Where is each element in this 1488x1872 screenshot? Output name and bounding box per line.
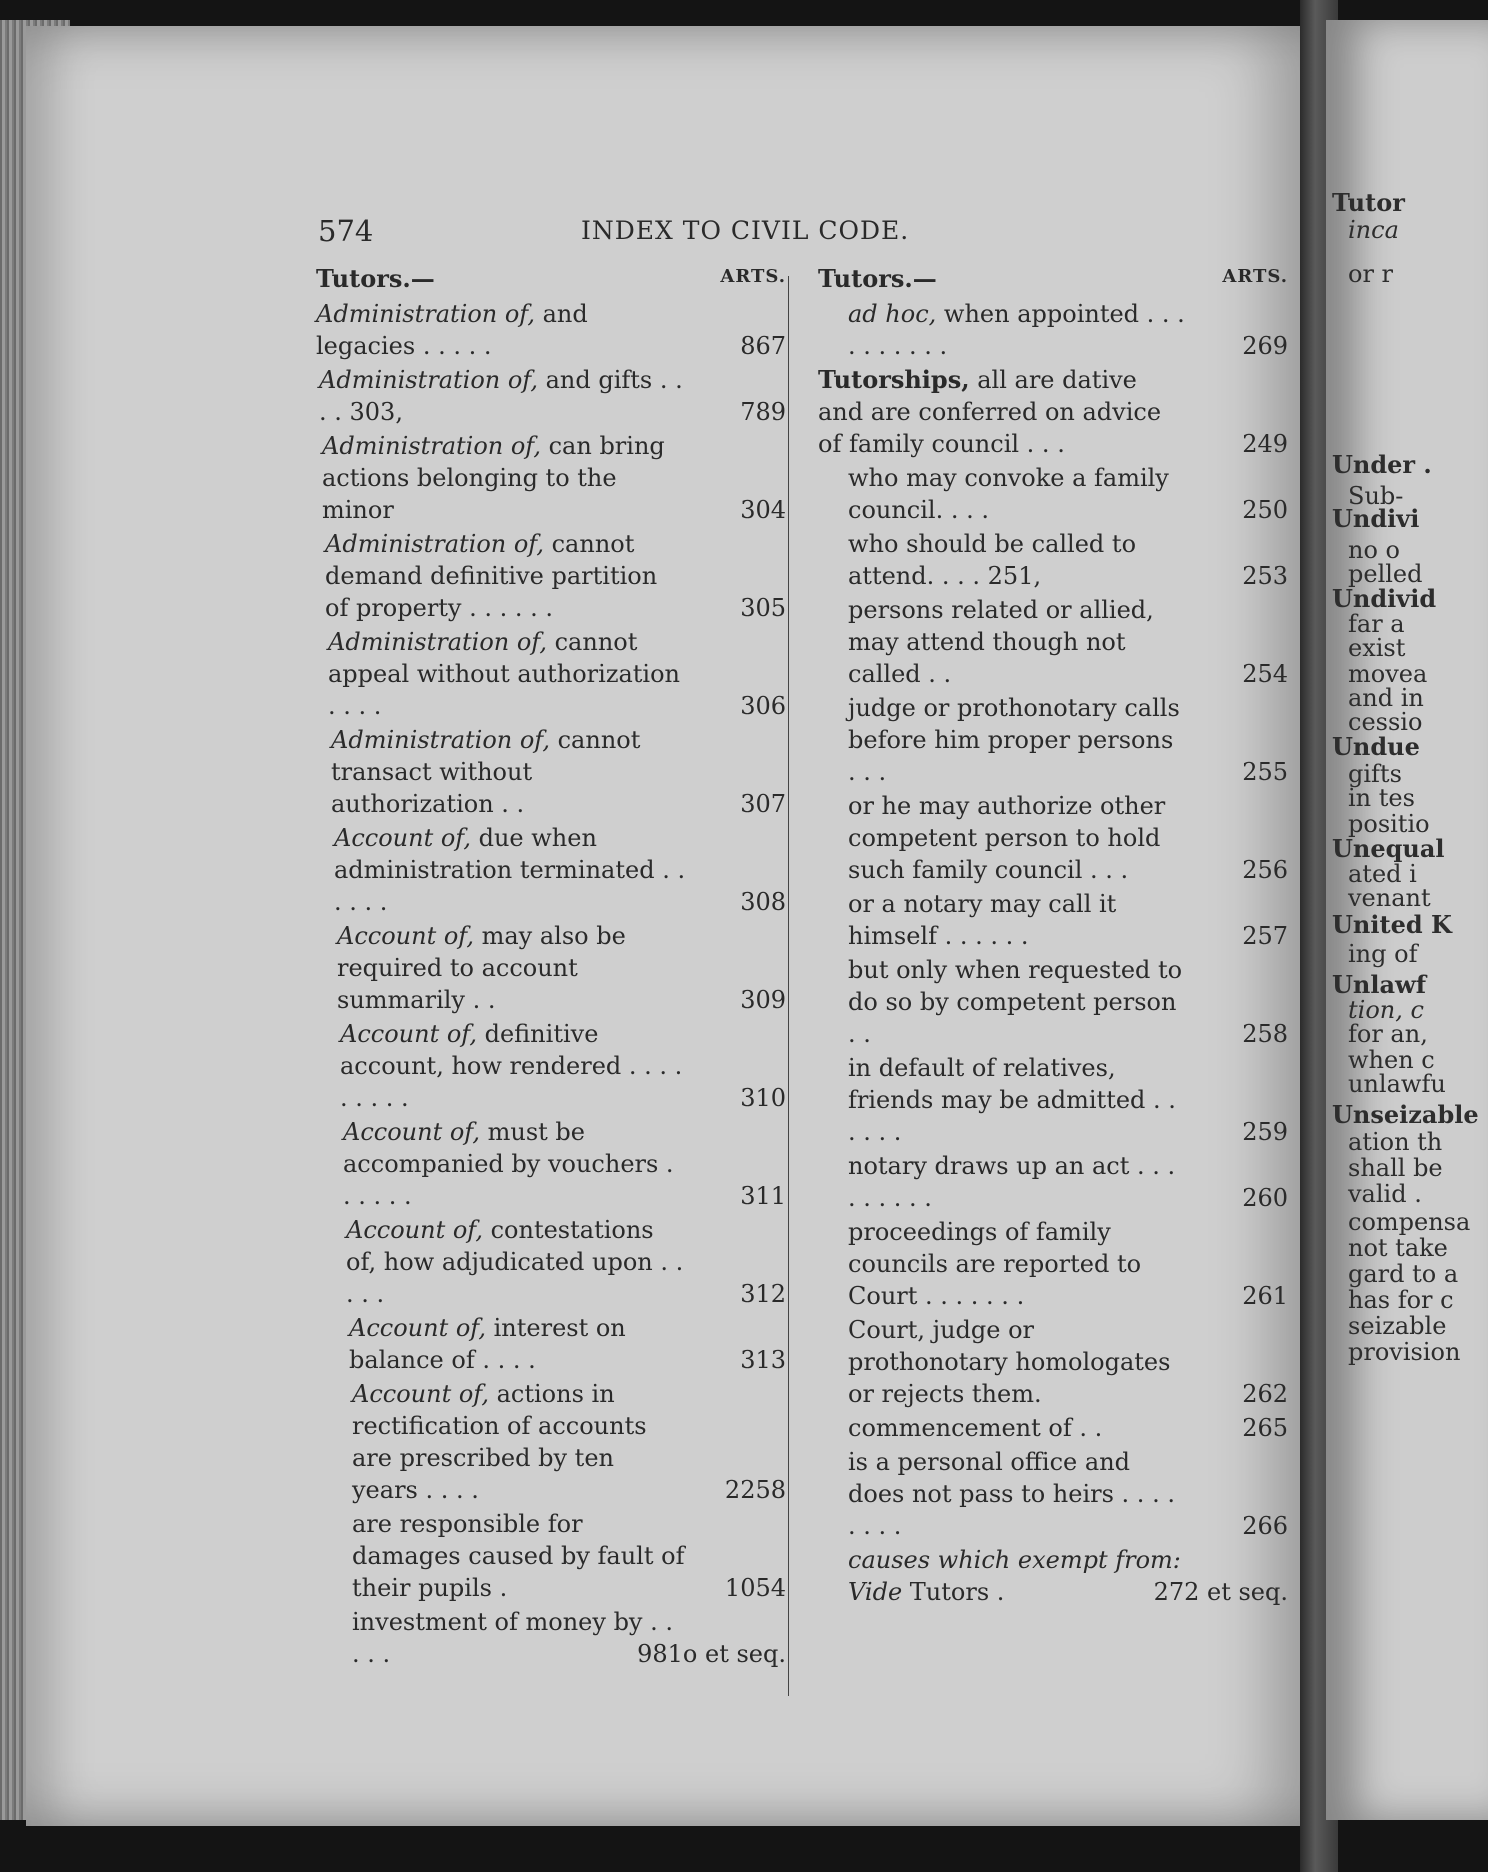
entry-body: may also be required to account summarily . . xyxy=(337,922,626,1014)
facing-page-line: Sub- xyxy=(1348,482,1404,510)
index-entry xyxy=(340,1018,786,1114)
entry-text xyxy=(818,790,1288,886)
article-ref: 304 xyxy=(740,496,786,524)
facing-page-line: venant xyxy=(1348,884,1431,912)
article-ref: 256 xyxy=(1242,856,1288,884)
entry-body: Tutors . xyxy=(909,1578,1005,1606)
facing-page-line: in tes xyxy=(1348,784,1415,812)
facing-page-line: exist xyxy=(1348,634,1406,662)
article-ref: 269 xyxy=(1242,332,1288,360)
article-ref: 1054 xyxy=(724,1574,786,1602)
article-ref: 308 xyxy=(740,888,786,916)
index-entry xyxy=(818,1216,1288,1312)
entry-body: who may convoke a family council. . . . xyxy=(848,464,1169,524)
facing-page-line: pelled xyxy=(1348,560,1423,588)
entry-body: investment of money by . . . . . xyxy=(352,1608,673,1668)
article-ref: 789 xyxy=(740,398,786,426)
facing-page-line: cessio xyxy=(1348,708,1423,736)
heading-term: Tutors.— xyxy=(818,264,937,293)
entry-text xyxy=(818,1314,1288,1410)
index-entry xyxy=(818,954,1288,1050)
entry-subheading: Administration of, xyxy=(316,300,535,328)
index-entry xyxy=(319,364,786,428)
entry-body: cannot transact without authorization . . xyxy=(331,726,641,818)
facing-page-line: ation th xyxy=(1348,1128,1443,1156)
entry-text xyxy=(818,1150,1288,1214)
entry-body: who should be called to attend. . . . 251, xyxy=(848,530,1137,590)
facing-page-line: or r xyxy=(1348,260,1394,288)
entry-subheading: Account of, xyxy=(334,824,471,852)
facing-page-line: shall be xyxy=(1348,1154,1443,1182)
facing-page-line: unlawfu xyxy=(1348,1070,1446,1098)
entry-body: proceedings of family councils are reported to Court . . . . . . . xyxy=(848,1218,1142,1310)
entry-body: but only when requested to do so by competent person . . xyxy=(848,956,1183,1048)
entry-subheading: Administration of, xyxy=(322,432,541,460)
entry-body: are responsible for damages caused by fault of their pupils . xyxy=(352,1510,685,1602)
entry-text xyxy=(818,1446,1288,1542)
index-entry xyxy=(818,462,1288,526)
index-entry xyxy=(818,790,1288,886)
entry-subheading: Account of, xyxy=(349,1314,486,1342)
entry-body: is a personal office and does not pass to heirs . . . . . . . . xyxy=(848,1448,1175,1540)
article-ref: 259 xyxy=(1242,1118,1288,1146)
article-ref: 981o et seq. xyxy=(637,1640,786,1668)
entry-body: all are dative and are conferred on advice of family council . . . xyxy=(818,366,1162,458)
index-entry xyxy=(316,298,786,362)
facing-page-line: gifts xyxy=(1348,760,1402,788)
index-entry xyxy=(818,594,1288,690)
entry-subheading: Account of, xyxy=(340,1020,477,1048)
facing-page-line: ing of xyxy=(1348,940,1418,968)
index-entry xyxy=(346,1214,786,1310)
article-ref: 312 xyxy=(740,1280,786,1308)
index-entry xyxy=(818,298,1288,362)
entry-subheading: Administration of, xyxy=(331,726,550,754)
entry-text xyxy=(316,298,786,362)
index-entry xyxy=(349,1312,786,1376)
entry-text xyxy=(340,1018,786,1114)
article-ref: 265 xyxy=(1242,1414,1288,1442)
facing-page-line: movea xyxy=(1348,660,1428,688)
index-column-left xyxy=(316,264,786,1672)
entry-body: cannot demand definitive partition of property . . . . . . xyxy=(325,530,658,622)
entry-subheading: Administration of, xyxy=(325,530,544,558)
article-ref: 311 xyxy=(740,1182,786,1210)
facing-page-line: ated i xyxy=(1348,860,1417,888)
index-entry xyxy=(331,724,786,820)
entry-text xyxy=(328,626,786,722)
index-entry xyxy=(818,1446,1288,1542)
index-entry xyxy=(818,1544,1288,1608)
entry-body: Court, judge or prothonotary homologates or rejects them. xyxy=(848,1316,1171,1408)
entry-body: judge or prothonotary calls before him proper persons . . . xyxy=(848,694,1180,786)
entry-text xyxy=(343,1116,786,1212)
facing-page-line: Unseizable xyxy=(1332,1100,1479,1129)
article-ref: 249 xyxy=(1242,430,1288,458)
entry-text xyxy=(818,528,1288,592)
article-ref: 260 xyxy=(1242,1184,1288,1212)
entry-text xyxy=(818,594,1288,690)
facing-page-line: Undivi xyxy=(1332,504,1420,533)
facing-page-line: no o xyxy=(1348,536,1400,564)
facing-page-line: Unlawf xyxy=(1332,970,1427,999)
entry-body: must be accompanied by vouchers . . . . . . xyxy=(343,1118,674,1210)
facing-page-line: Unequal xyxy=(1332,834,1445,863)
index-column-right xyxy=(788,264,1288,1610)
entry-body: contestations of, how adjudicated upon . . . . . xyxy=(346,1216,684,1308)
entry-body: due when administration terminated . . . . . . xyxy=(334,824,686,916)
facing-page-line: far a xyxy=(1348,610,1405,638)
entry-text xyxy=(325,528,786,624)
entry-body: can bring actions belonging to the minor xyxy=(322,432,665,524)
index-entry xyxy=(325,528,786,624)
article-ref: 253 xyxy=(1242,562,1288,590)
facing-page xyxy=(1326,20,1488,1820)
index-entry xyxy=(818,1314,1288,1410)
entry-body: or he may authorize other competent person to hold such family council . . . xyxy=(848,792,1166,884)
entry-body: when appointed . . . . . . . . . . xyxy=(848,300,1185,360)
index-entry xyxy=(334,822,786,918)
entry-text xyxy=(818,298,1288,362)
entry-text xyxy=(334,822,786,918)
entry-subheading: causes which exempt from: Vide xyxy=(848,1546,1181,1606)
article-ref: 257 xyxy=(1242,922,1288,950)
entry-body: definitive account, how rendered . . . . . . . . . xyxy=(340,1020,683,1112)
facing-page-line: for an, xyxy=(1348,1020,1428,1048)
article-ref: 254 xyxy=(1242,660,1288,688)
index-entry xyxy=(322,430,786,526)
facing-page-line: gard to a xyxy=(1348,1260,1459,1288)
entry-text xyxy=(352,1378,786,1506)
facing-page-line: valid . xyxy=(1348,1180,1422,1208)
index-entry xyxy=(818,1150,1288,1214)
article-ref: 307 xyxy=(740,790,786,818)
facing-page-line: seizable xyxy=(1348,1312,1447,1340)
entry-text xyxy=(818,1216,1288,1312)
heading-term: Tutors.— xyxy=(316,264,435,293)
index-entry xyxy=(818,888,1288,952)
left-page xyxy=(26,26,1311,1826)
facing-page-line: not take xyxy=(1348,1234,1448,1262)
entry-text xyxy=(349,1312,786,1376)
facing-page-line: inca xyxy=(1348,216,1399,244)
entry-body: and gifts . . . . 303, xyxy=(319,366,683,426)
entry-heading: Tutorships, xyxy=(818,365,970,394)
article-ref: 262 xyxy=(1242,1380,1288,1408)
article-ref: 272 et seq. xyxy=(1153,1578,1288,1606)
column-heading xyxy=(316,264,786,298)
entry-text xyxy=(346,1214,786,1310)
entry-subheading: Administration of, xyxy=(319,366,538,394)
entry-subheading: Account of, xyxy=(352,1380,489,1408)
entry-subheading: Account of, xyxy=(337,922,474,950)
facing-page-line: has for c xyxy=(1348,1286,1454,1314)
index-entry xyxy=(328,626,786,722)
article-ref: 310 xyxy=(740,1084,786,1112)
facing-page-line: Tutor xyxy=(1332,188,1405,217)
facing-page-line: Under . xyxy=(1332,450,1432,479)
entry-subheading: Administration of, xyxy=(328,628,547,656)
entry-body: persons related or allied, may attend though not called . . xyxy=(848,596,1154,688)
entry-body: interest on balance of . . . . xyxy=(349,1314,626,1374)
facing-page-line: compensa xyxy=(1348,1208,1471,1236)
facing-page-line: provision xyxy=(1348,1338,1461,1366)
facing-page-line: and in xyxy=(1348,684,1424,712)
facing-page-line: Undue xyxy=(1332,732,1420,761)
article-ref: 258 xyxy=(1242,1020,1288,1048)
running-header xyxy=(26,206,1311,246)
entry-body: and legacies . . . . . xyxy=(316,300,588,360)
index-entry xyxy=(818,528,1288,592)
index-entry xyxy=(818,692,1288,788)
entry-text xyxy=(818,1412,1288,1444)
column-heading xyxy=(818,264,1288,298)
facing-page-line: tion, c xyxy=(1348,996,1424,1024)
index-entry xyxy=(352,1508,786,1604)
entry-text xyxy=(352,1508,786,1604)
page-number: 574 xyxy=(318,214,374,248)
arts-label: ARTS. xyxy=(1222,266,1288,287)
entry-text xyxy=(818,692,1288,788)
entry-text xyxy=(337,920,786,1016)
facing-page-line: Undivid xyxy=(1332,584,1437,613)
article-ref: 313 xyxy=(740,1346,786,1374)
entry-body: actions in rectification of accounts are prescribed by ten years . . . . xyxy=(352,1380,647,1504)
index-entry xyxy=(352,1378,786,1506)
index-entry xyxy=(343,1116,786,1212)
entry-body: notary draws up an act . . . . . . . . . xyxy=(848,1152,1176,1212)
facing-page-line: positio xyxy=(1348,810,1430,838)
index-entry xyxy=(818,1412,1288,1444)
entry-text xyxy=(818,888,1288,952)
article-ref: 250 xyxy=(1242,496,1288,524)
entry-body: or a notary may call it himself . . . . . . xyxy=(848,890,1117,950)
entry-body: commencement of . . xyxy=(848,1414,1103,1442)
entry-text xyxy=(322,430,786,526)
entry-text xyxy=(818,364,1288,460)
article-ref: 305 xyxy=(740,594,786,622)
article-ref: 2258 xyxy=(724,1476,786,1504)
index-entry xyxy=(337,920,786,1016)
entry-text xyxy=(818,462,1288,526)
facing-page-line: United K xyxy=(1332,910,1452,939)
article-ref: 255 xyxy=(1242,758,1288,786)
index-entry xyxy=(352,1606,786,1670)
entry-body: in default of relatives, friends may be admitted . . . . . . xyxy=(848,1054,1176,1146)
entry-subheading: ad hoc, xyxy=(848,300,937,328)
entry-text xyxy=(319,364,786,428)
index-entry xyxy=(818,364,1288,460)
entry-subheading: Account of, xyxy=(343,1118,480,1146)
entry-text xyxy=(818,954,1288,1050)
index-entry xyxy=(818,1052,1288,1148)
entry-subheading: Account of, xyxy=(346,1216,483,1244)
article-ref: 306 xyxy=(740,692,786,720)
article-ref: 261 xyxy=(1242,1282,1288,1310)
facing-page-line: when c xyxy=(1348,1046,1435,1074)
entry-text xyxy=(331,724,786,820)
entry-body: cannot appeal without authorization . . . . xyxy=(328,628,680,720)
entry-text xyxy=(818,1052,1288,1148)
article-ref: 309 xyxy=(740,986,786,1014)
article-ref: 867 xyxy=(740,332,786,360)
page-title: INDEX TO CIVIL CODE. xyxy=(581,216,910,245)
article-ref: 266 xyxy=(1242,1512,1288,1540)
arts-label: ARTS. xyxy=(720,266,786,287)
